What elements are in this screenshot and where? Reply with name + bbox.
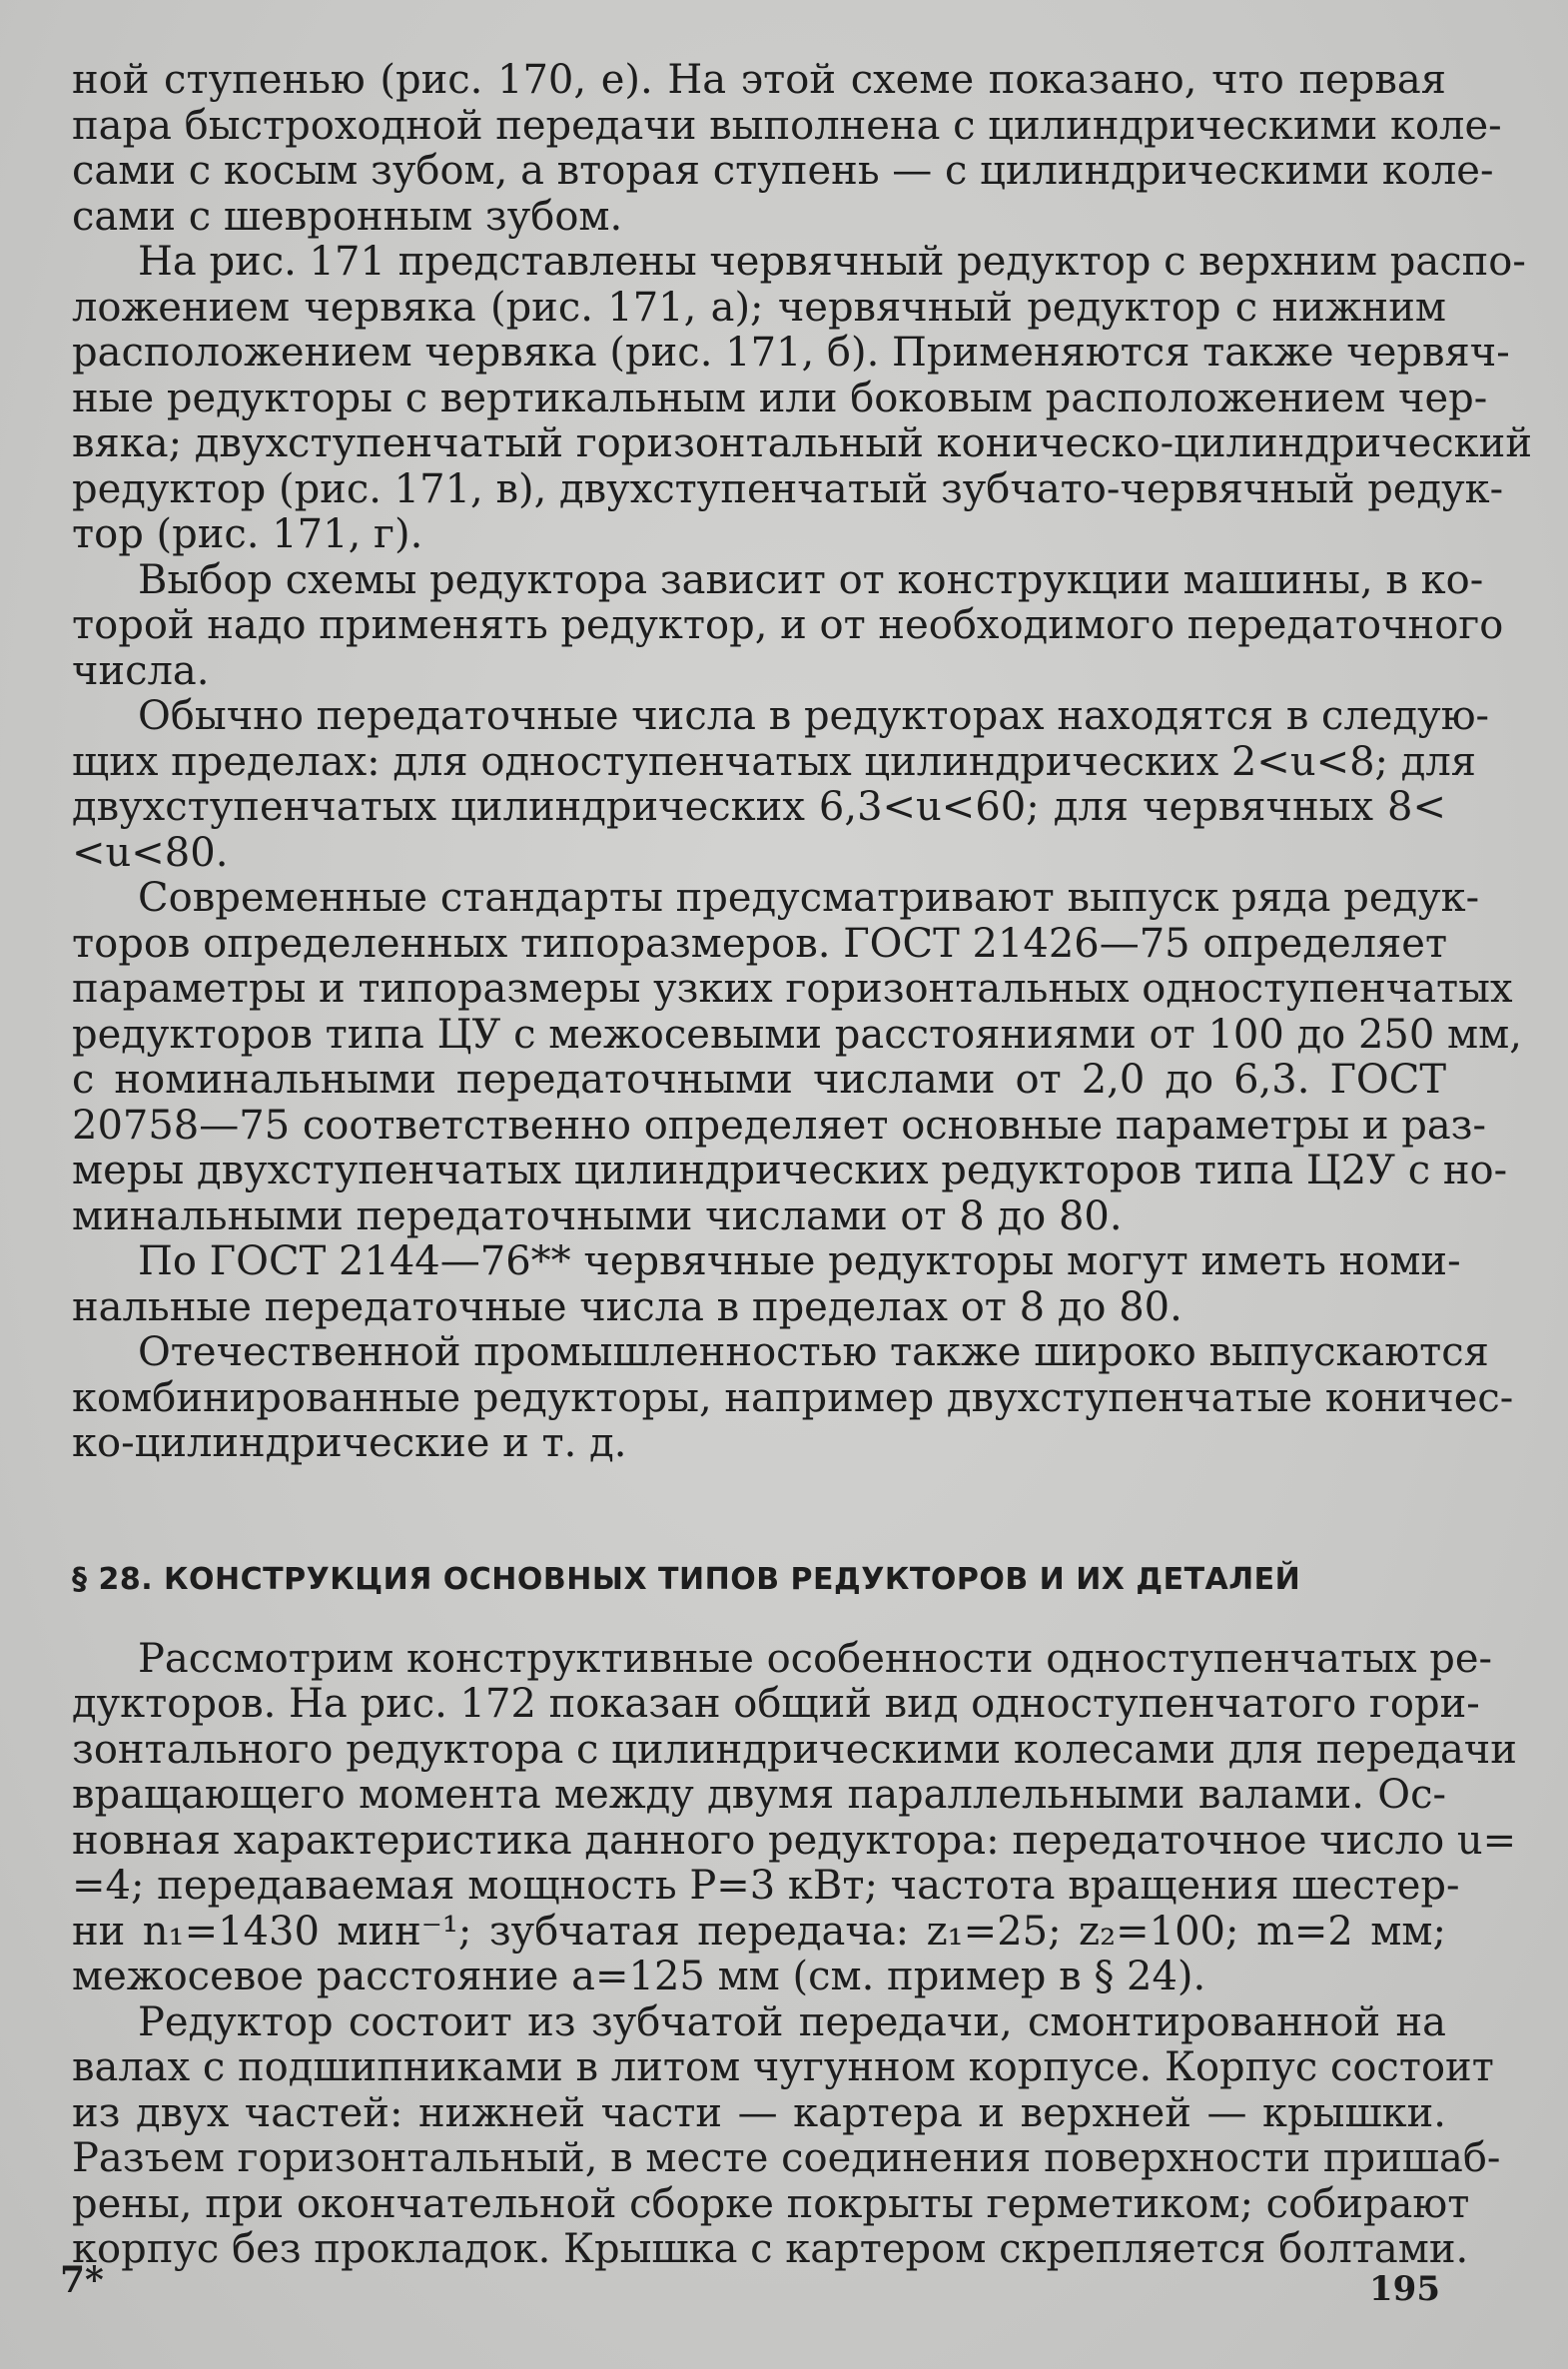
text-line: По ГОСТ 2144—76** червячные редукторы могут иметь номи- [138,1238,1461,1284]
text-line: Рассмотрим конструктивные особенности одноступенчатых ре- [138,1635,1493,1682]
text-line: торов определенных типоразмеров. ГОСТ 21426—75 определяет [72,920,1448,967]
text-line: ные редукторы с вертикальным или боковым расположением чер- [72,375,1488,421]
paragraph [72,1998,1501,2273]
text-line: 20758—75 соответственно определяет основные параметры и раз- [72,1102,1487,1149]
text-line: сами с косым зубом, а вторая ступень — с цилиндрическими коле- [72,148,1494,194]
text-line: сами с шевронным зубом. [72,193,623,240]
text-line: редукторов типа ЦУ с межосевыми расстояниями от 100 до 250 мм, [72,1011,1522,1058]
text-line: вяка; двухступенчатый горизонтальный коническо-цилиндрический [72,420,1532,466]
text-line: Редуктор состоит из зубчатой передачи, смонтированной на [138,1998,1446,2045]
text-line: межосевое расстояние a=125 мм (см. пример в § 24). [72,1954,1206,1999]
text-line: ни n₁=1430 мин⁻¹; зубчатая передача: z₁=25; z₂=100; m=2 мм; [72,1908,1446,1955]
text-line: Обычно передаточные числа в редукторах находятся в следую- [138,693,1490,739]
printer-signature-mark: 7* [60,2259,104,2301]
text-line: ной ступенью (рис. 170, е). На этой схеме показано, что первая [72,57,1446,103]
text-line: =4; передаваемая мощность P=3 кВт; частота вращения шестер- [72,1863,1460,1909]
paragraph [72,1329,1514,1467]
paragraph [72,57,1502,240]
text-line: щих пределах: для одноступенчатых цилиндрических 2<u<8; для [72,738,1477,785]
text-line: редуктор (рис. 171, в), двухступенчатый зубчато-червячный редук- [72,465,1504,512]
paragraph [72,1635,1517,2000]
text-line: с номинальными передаточными числами от 2,0 до 6,3. ГОСТ [72,1057,1446,1103]
text-line: торой надо применять редуктор, и от необходимого передаточного [72,602,1504,648]
text-line: расположением червяка (рис. 171, б). Применяются также червяч- [72,330,1510,376]
paragraph [72,239,1532,558]
text-line: На рис. 171 представлены червячный редуктор с верхним распо- [138,239,1526,285]
text-line: ложением червяка (рис. 171, а); червячный редуктор с нижним [72,284,1446,331]
text-line: минальными передаточными числами от 8 до 80. [72,1192,1123,1239]
text-line: числа. [72,647,210,694]
text-line: параметры и типоразмеры узких горизонтальных одноступенчатых [72,966,1513,1012]
text-line: нальные передаточные числа в пределах от 8 до 80. [72,1283,1182,1330]
text-line: пара быстроходной передачи выполнена с цилиндрическими коле- [72,102,1502,149]
text-line: валах с подшипниками в литом чугунном корпусе. Корпус состоит [72,2044,1494,2090]
text-line: рены, при окончательной сборке покрыты герметиком; собирают [72,2180,1470,2227]
section-heading: § 28. КОНСТРУКЦИЯ ОСНОВНЫХ ТИПОВ РЕДУКТОРОВ И ИХ ДЕТАЛЕЙ [72,1561,1301,1597]
text-line: вращающего момента между двумя параллельными валами. Ос- [72,1772,1446,1818]
text-line: ко-цилиндрические и т. д. [72,1420,627,1466]
text-line: из двух частей: нижней части — картера и верхней — крышки. [72,2089,1446,2136]
paragraph [72,875,1522,1239]
body-text-after-heading [72,1635,1517,2273]
text-line: новная характеристика данного редуктора: передаточное число u= [72,1817,1517,1864]
text-line: комбинированные редукторы, например двухступенчатые коничес- [72,1374,1514,1421]
text-line: Современные стандарты предусматривают выпуск ряда редук- [138,875,1480,921]
page-number: 195 [1369,2269,1440,2309]
paragraph [72,1238,1461,1330]
text-line: дукторов. На рис. 172 показан общий вид одноступенчатого гори- [72,1681,1480,1727]
text-line: Выбор схемы редуктора зависит от конструкции машины, в ко- [138,556,1484,603]
text-line: Отечественной промышленностью также широко выпускаются [138,1329,1489,1375]
body-text-before-heading [72,57,1532,1467]
text-line: меры двухступенчатых цилиндрических редукторов типа Ц2У с но- [72,1148,1508,1193]
paragraph [72,693,1490,876]
text-line: корпус без прокладок. Крышка с картером скрепляется болтами. [72,2226,1469,2272]
text-line: тор (рис. 171, г). [72,511,423,557]
paragraph [72,556,1504,695]
text-line: двухступенчатых цилиндрических 6,3<u<60; для червячных 8< [72,784,1446,830]
text-line: Разъем горизонтальный, в месте соединения поверхности пришаб- [72,2135,1501,2181]
text-line: <u<80. [72,829,229,876]
text-line: зонтального редуктора с цилиндрическими колесами для передачи [72,1726,1517,1773]
